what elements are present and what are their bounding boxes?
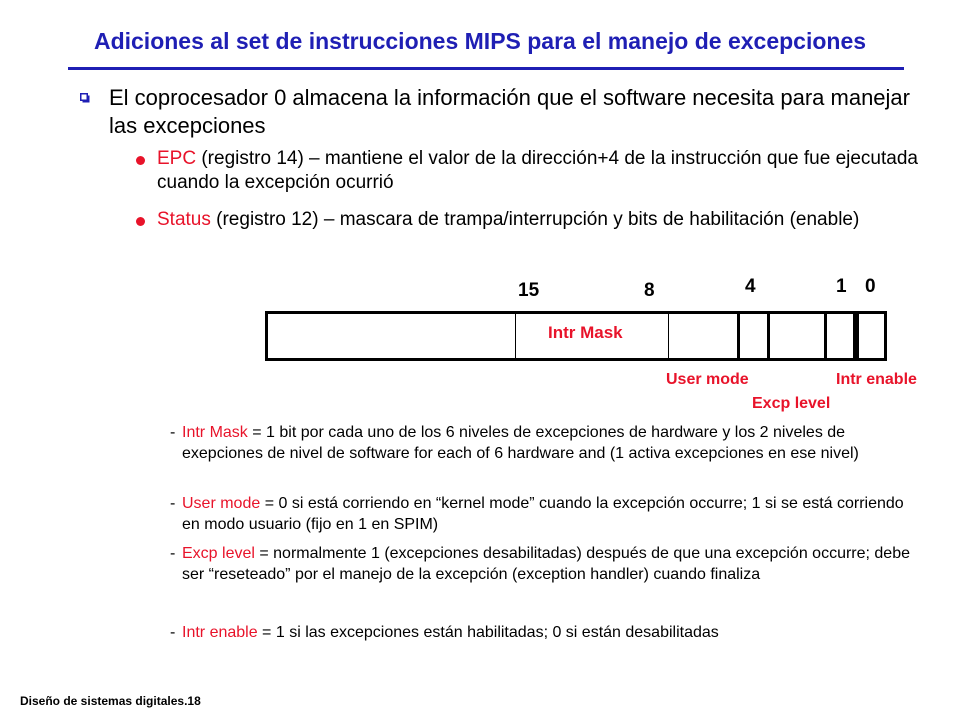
- definition-intr-mask: [170, 422, 922, 464]
- sub-bullet-status: [157, 208, 927, 232]
- red-dot-bullet-icon: [136, 156, 145, 165]
- bit-cell-1: [824, 314, 856, 358]
- dash-bullet: -: [170, 624, 176, 641]
- sub-bullet-desc: (registro 14) – mantiene el valor de la dirección+4 de la instrucción que fue ejecutada cuando la excepción ocurrió: [157, 148, 918, 193]
- bit-number-15: 15: [518, 280, 540, 301]
- field-divider: [515, 314, 516, 358]
- bit-number-1: 1: [836, 276, 847, 297]
- slide-footer: Diseño de sistemas digitales.18: [20, 694, 201, 708]
- sub-bullet-term: Status: [157, 209, 211, 230]
- bit-number-0: 0: [865, 276, 876, 297]
- main-bullet-text: El coprocesador 0 almacena la información que el software necesita para manejar las excepciones: [109, 85, 910, 138]
- bit-number-4: 4: [745, 276, 756, 297]
- definition-desc: = 1 bit por cada uno de los 6 niveles de excepciones de hardware y los 2 niveles de exepciones de nivel de software for each of 6 hardware and (1 activa excepciones en ese nivel): [182, 424, 859, 462]
- field-divider: [668, 314, 669, 358]
- sub-bullet-desc: (registro 12) – mascara de trampa/interrupción y bits de habilitación (enable): [210, 209, 860, 230]
- bit-cell-0: [856, 314, 887, 358]
- bit-number-8: 8: [644, 280, 655, 301]
- red-dot-bullet-icon: [136, 217, 145, 226]
- status-register-diagram: [265, 311, 887, 361]
- definition-intr-enable: [170, 622, 922, 643]
- dash-bullet: -: [170, 495, 176, 512]
- sub-bullet-epc: [157, 147, 927, 195]
- slide-title: Adiciones al set de instrucciones MIPS para el manejo de excepciones: [93, 28, 867, 54]
- checkbox-bullet-icon: [80, 93, 90, 103]
- definition-term: Excp level: [182, 545, 255, 562]
- definition-user-mode: [170, 493, 922, 535]
- definition-term: Intr enable: [182, 624, 258, 641]
- user-mode-label: User mode: [666, 371, 749, 388]
- intr-mask-field-label: Intr Mask: [548, 323, 623, 342]
- definition-excp-level: [170, 543, 922, 585]
- definition-desc: = 1 si las excepciones están habilitadas; 0 si están desabilitadas: [257, 624, 719, 641]
- excp-level-label: Excp level: [752, 395, 831, 412]
- definition-desc: = normalmente 1 (excepciones desabilitadas) después de que una excepción occurre; debe ser “reseteado” por el manejo de la excepción (exception handler) cuando finaliza: [182, 545, 910, 583]
- definition-desc: = 0 si está corriendo en “kernel mode” cuando la excepción occurre; 1 si se está corriendo en modo usuario (fijo en 1 en SPIM): [182, 495, 904, 533]
- title-underline: [68, 67, 904, 70]
- sub-bullet-term: EPC: [157, 148, 197, 169]
- dash-bullet: -: [170, 545, 176, 562]
- definition-term: Intr Mask: [182, 424, 248, 441]
- definition-term: User mode: [182, 495, 261, 512]
- dash-bullet: -: [170, 424, 176, 441]
- intr-enable-label: Intr enable: [836, 371, 917, 388]
- bit-cell-4: [737, 314, 770, 358]
